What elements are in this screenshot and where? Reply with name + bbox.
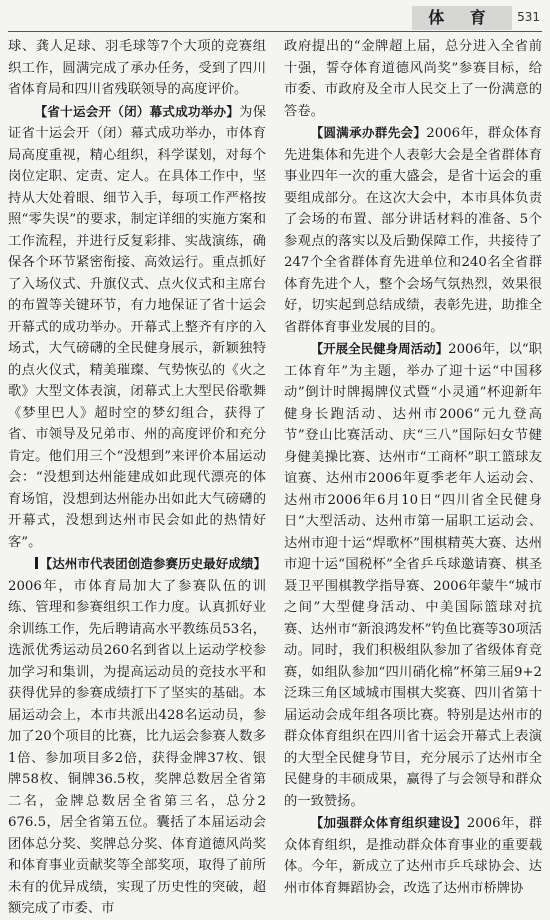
section-body: 2006年，市体育局加大了参赛队伍的训练、管理和参赛组织工作力度。认真抓好业余训练工作，先后聘请高水平教练员53名，选派优秀运动员260名到省以上运动学校参加学习和集训，为提高运动员的竞技水平和获得优异的参赛成绩打下了坚实的基础。本届运动会上，本市共派出428名运动员，参加了20个项目的比赛，比九运会参赛人数多1倍、参加项目多2倍，获得金牌37枚、银牌58枚、铜牌36.5枚，奖牌总数居全省第二名，金牌总数居全省第三名，总分2 676.5，居全省第五位。囊括了本届运动会团体总分奖、奖牌总分奖、体育道德风尚奖和体育事业贡献奖等全部奖项，取得了前所未有的优异成绩，实现了历史性的突破，超额完成了市委、市 — [8, 578, 266, 916]
header-divider — [8, 31, 542, 32]
paragraph-continued: 政府提出的“金牌超上届，总分进入全省前十强，誓夺体育道德风尚奖”参赛目标，给市委、市政府及全市人民交上了一份满意的答卷。 — [284, 39, 542, 119]
section-heading: 【省十运会开（闭）幕式成功举办】 — [34, 103, 240, 119]
right-column — [284, 36, 542, 899]
paragraph-continued: 球、龚人足球、羽毛球等7个大项的竞赛组织工作，圆满完成了承办任务，受到了四川省体育局和四川省残联领导的高度评价。 — [8, 39, 266, 97]
section-delegation-results — [8, 553, 266, 920]
section-body: 为保证省十运会开（闭）幕式成功举办，市体育局高度重视，精心组织，科学谋划，对每个岗位定职、定责、定人。在具体工作中，坚持从大处着眼、细节入手，每项工作严格按照“零失误”的要求，制定详细的实施方案和工作流程，并进行反复彩排、实战演练，确保各个环节紧密衔接、高效运行。重点抓好了入场仪式、升旗仪式、点火仪式和主席台的布置等关键环节，有力地保证了省十运会开幕式的成功举办。开幕式上整齐有序的入场式，大气磅礴的全民健身展示，新颖独特的点火仪式，精美璀璨、气势恢弘的《火之歌》大型文体表演，闭幕式上大型民俗歌舞《梦里巴人》超时空的梦幻组合，获得了省、市领导及兄弟市、州的高度评价和充分肯定。他们用三个“没想到”来评价本届运动会：“没想到达州能建成如此现代漂亮的体育场馆，没想到达州能办出如此大气磅礴的开幕式，没想到达州市民会如此的热情好客”。 — [8, 104, 266, 550]
section-heading: 【开展全民健身周活动】 — [310, 341, 449, 356]
section-title: 体 育 — [412, 6, 512, 30]
section-fitness-week — [284, 338, 542, 812]
left-column — [8, 36, 266, 920]
section-mass-sports-conference — [284, 122, 542, 338]
page-header — [0, 0, 550, 30]
heading-marker — [35, 557, 38, 569]
section-body: 2006年，以“职工体育年”为主题，举办了迎十运“中国移动”倒计时牌揭牌仪式暨“小灵通”杯迎新年健身长跑活动、达州市2006“元九登高节”登山比赛活动、庆“三八”国际妇女节健身健美操比赛、达州市“工商杯”职工篮球友谊赛、达州市2006年夏季老年人运动会、达州市2006年6月10日“四川省全民健身日”大型活动、达州市第一届职工运动会、达州市迎十运“焊歌杯”围棋精英大赛、达州市迎十运“国税杯”全省乒乓球邀请赛、棋圣聂卫平围棋教学指导赛、2006年蒙牛“城市之间”大型健身活动、中美国际篮球对抗赛、达州市“新浪鸿发杯”钓鱼比赛等30项活动。同时，我们积极组队参加了省级体育竞赛，如组队参加“四川硝化棉”杯第三届9+2泛珠三角区域城市围棋大奖赛、四川省第十届运动会成年组各项比赛。特别是达州市的群众体育组织在四川省十运会开幕式上表演的大型全民健身节目，充分展示了达州市全民健身的丰硕成果，赢得了与会领导和群众的一致赞扬。 — [284, 342, 542, 809]
section-body: 2006年，群众体育组织，是推动群众体育事业的重要载体。今年，新成立了达州市乒乓球协会、达州市体育舞蹈协会，改选了达州市桥牌协 — [284, 816, 542, 896]
section-body: 2006年，群众体育先进集体和先进个人表彰大会是全省群体育事业四年一次的重大盛会，是省十运会的重要组成部分。在这次大会中，本市具体负责了会场的布置、部分讲话材料的准备、5个参观点的落实以及后勤保障工作，共接待了247个全省群体育先进单位和240名全省群体育先进个人，整个会场气氛热烈，效果很好，切实起到总结成绩，表彰先进，助推全省群体育事业发展的目的。 — [284, 126, 542, 335]
section-heading: 【圆满承办群先会】 — [310, 125, 427, 140]
section-organization-building — [284, 812, 542, 899]
section-heading: 【加强群众体育组织建设】 — [310, 815, 467, 830]
page-number: 531 — [517, 10, 540, 24]
section-heading: 【达州市代表团创造参赛历史最好成绩】 — [39, 556, 266, 571]
section-opening-ceremony — [8, 101, 266, 554]
